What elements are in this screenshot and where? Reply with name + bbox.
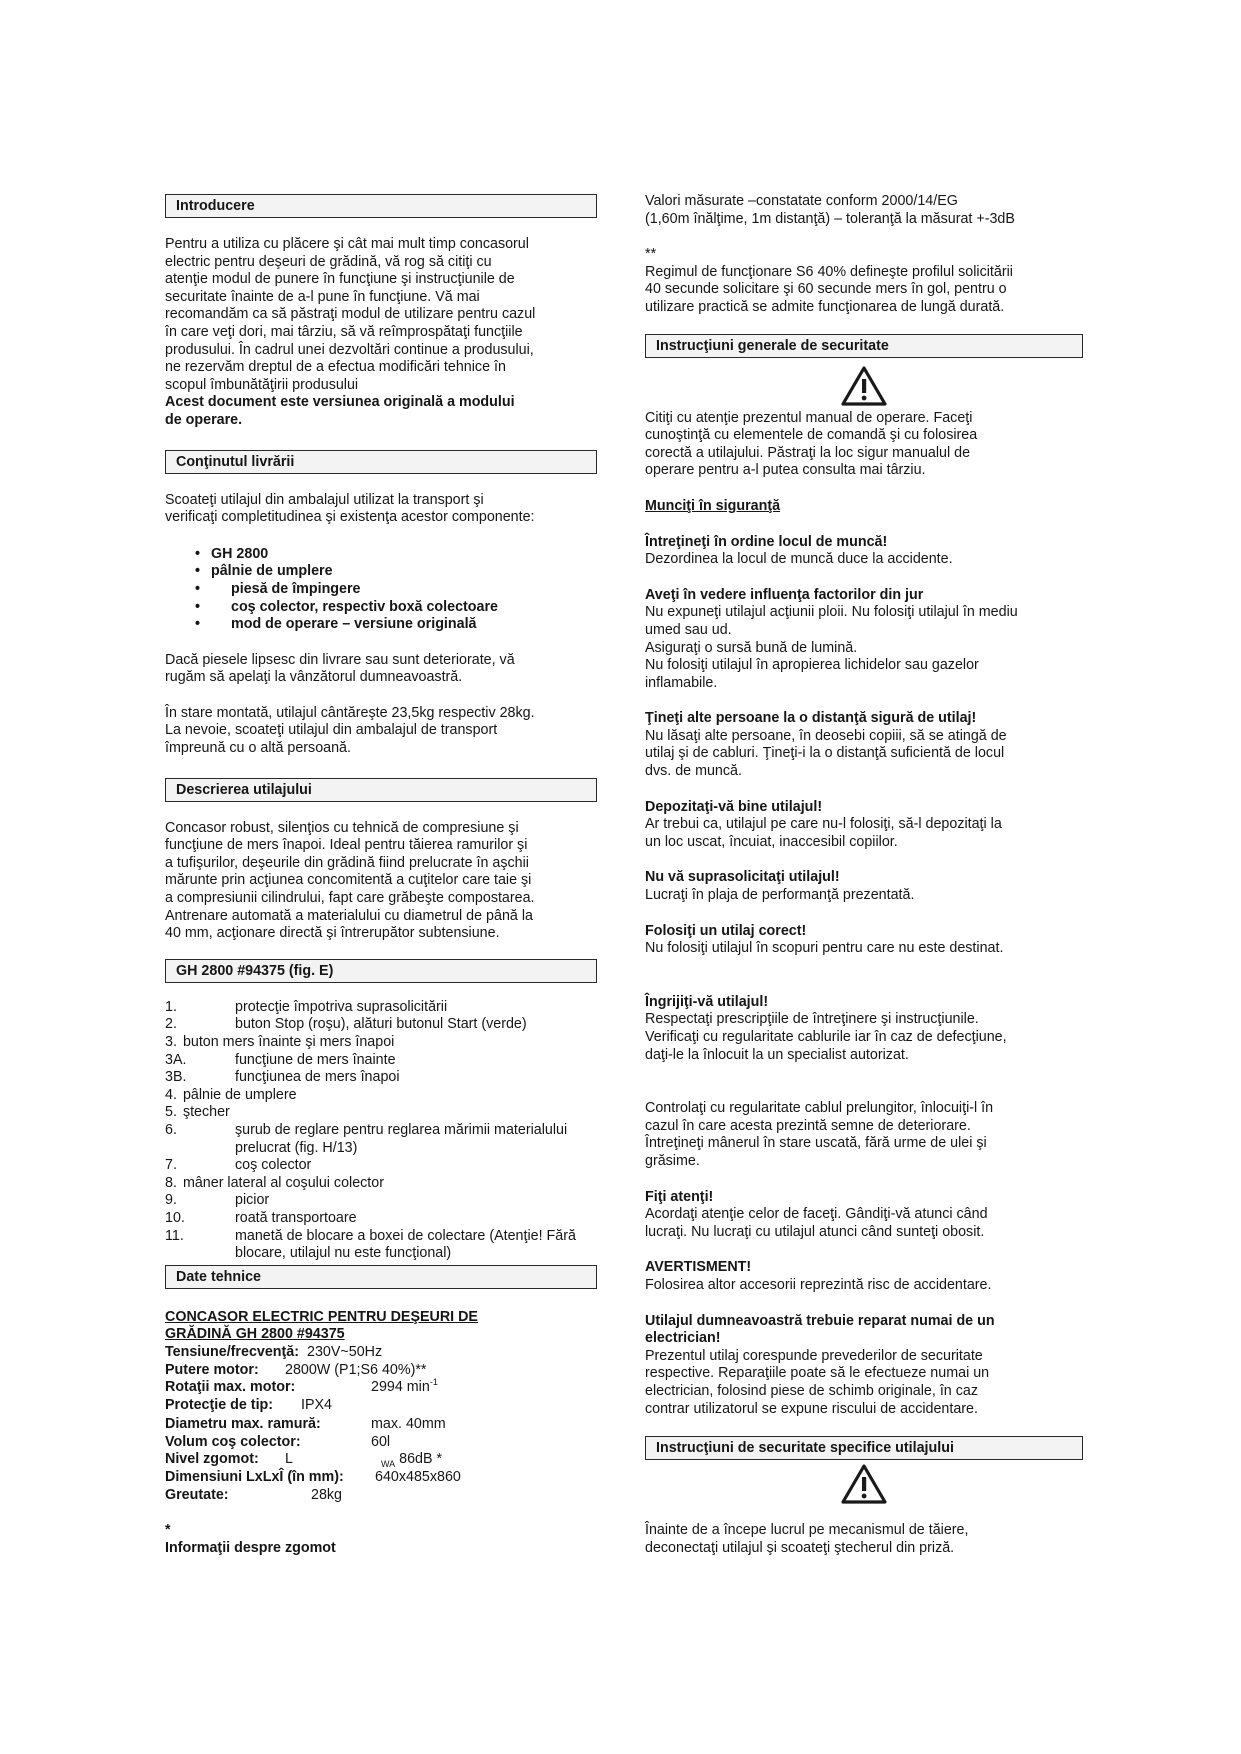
text-line: a tufişurilor, deşeurile din grădină fiind prelucrate în aşchii (165, 854, 529, 871)
text-line: Nu expuneţi utilajul acţiunii ploii. Nu folosiţi utilajul în mediu (645, 604, 1018, 621)
item-number: 11. (165, 1227, 184, 1244)
tech-title: GRĂDINĂ GH 2800 #94375 (165, 1326, 345, 1343)
rule-title: Îngrijiţi-vă utilajul! (645, 993, 769, 1010)
item-text: funcţiunea de mers înapoi (235, 1069, 400, 1086)
text-line: atenţie modul de punere în funcţiune şi instrucţiunile de (165, 271, 515, 288)
text-line: Concasor robust, silenţios cu tehnică de compresiune şi (165, 819, 519, 836)
parts-list-item (165, 1069, 597, 1087)
tech-title: CONCASOR ELECTRIC PENTRU DEŞEURI DE (165, 1308, 478, 1325)
text-line: funcţiune de mers înapoi. Ideal pentru tăierea ramurilor şi (165, 837, 528, 854)
text-line: Pentru a utiliza cu plăcere şi cât mai mult timp concasorul (165, 236, 529, 252)
rule-title: Ţineţi alte persoane la o distanţă sigură de utilaj! (645, 710, 977, 727)
text-line: a compresiunii cilindrului, fapt care grăbeşte compostarea. (165, 890, 535, 907)
item-text: buton Stop (roşu), alături butonul Start (verde) (235, 1016, 527, 1033)
item-number: 9. (165, 1192, 177, 1209)
item-text: roată transportoare (235, 1209, 357, 1226)
text-line: cazul în care acesta prezintă semne de deteriorare. (645, 1117, 971, 1134)
text-line: rugăm să apelaţi la vânzătorul dumneavoastră. (165, 669, 463, 686)
text-line: deconectaţi utilajul şi scoateţi ştecherul din priză. (645, 1539, 955, 1556)
item-text: buton mers înainte şi mers înapoi (182, 1034, 395, 1050)
text-line: umed sau ud. (645, 621, 732, 638)
section-heading-introducere: Introducere (165, 194, 597, 218)
rule-title: electrician! (645, 1330, 721, 1347)
spec-voltage: Tensiune/frecvenţă: 230V~50Hz (165, 1343, 383, 1360)
text-line: 40 mm, acţionare directă şi întrerupător subtensiune. (165, 925, 500, 942)
text-line: Prezentul utilaj corespunde prevederilor de securitate (645, 1347, 983, 1364)
safety-rule (645, 799, 1083, 852)
parts-list-item (165, 1052, 597, 1070)
work-safely-title: Munciţi în siguranţă (645, 497, 781, 514)
item-number: 2. (165, 1016, 177, 1033)
list-item: • piesă de împingere (211, 581, 597, 599)
text-line: Dezordinea la locul de muncă duce la accidente. (645, 551, 953, 568)
item-text: pâlnie de umplere (182, 1086, 297, 1103)
warning-triangle-icon (841, 1464, 887, 1504)
list-item: • coş colector, respectiv boxă colectoare (211, 599, 597, 617)
text-line: scopul îmbunătăţirii produsului (165, 376, 359, 393)
rule-title: Depozitaţi-vă bine utilajul! (645, 798, 823, 815)
list-item: • pâlnie de umplere (211, 563, 597, 581)
text-line: împreună cu o altă persoană. (165, 740, 351, 757)
text-line: Lucraţi în plaja de performanţă prezentată. (645, 887, 915, 904)
text-line: Regimul de funcţionare S6 40% defineşte profilul solicitării (645, 263, 1013, 280)
spec-diameter: Diametru max. ramură: max. 40mm (165, 1416, 446, 1433)
section-heading-parts: GH 2800 #94375 (fig. E) (165, 959, 597, 983)
intro-paragraph (165, 236, 597, 430)
parts-list (165, 999, 597, 1263)
item-number: 3B. (165, 1069, 187, 1086)
item-text: manetă de blocare a boxei de colectare (Atenţie! Fără blocare, utilajul nu este funcţional) (235, 1227, 576, 1262)
text-line: electric pentru deşeuri de grădină, vă rog să citiţi cu (165, 253, 492, 270)
rule-title: Utilajul dumneavoastră trebuie reparat numai de un (645, 1312, 995, 1329)
safety-rule (645, 923, 1083, 958)
text-line: verificaţi completitudinea şi existenţa acestor componente: (165, 509, 535, 526)
item-number: 8. (165, 1174, 177, 1191)
text-line: electrician, folosind piese de schimb originale, în caz (645, 1382, 978, 1399)
text-line: Întreţineţi mânerul în stare uscată, fără urme de ulei şi (645, 1135, 987, 1152)
spec-power: Putere motor: 2800W (P1;S6 40%)** (165, 1361, 427, 1378)
rule-title: Nu vă suprasolicitaţi utilajul! (645, 869, 840, 886)
text-line: Antrenare automată a materialului cu diametrul de până la (165, 907, 533, 924)
rule-title: Fiţi atenţi! (645, 1188, 714, 1205)
section-heading-instructiuni-specifice: Instrucţiuni de securitate specifice utilajului (645, 1436, 1083, 1460)
spec-noise: Nivel zgomot: L $_{WA}$ 86dB * (165, 1451, 443, 1470)
text-line: produsului. În cadrul unei dezvoltări continue a produsului, (165, 341, 534, 358)
text-line: Citiţi cu atenţie prezentul manual de operare. Faceţi (645, 409, 973, 426)
original-version-note: Acest document este versiunea originală a modului (165, 394, 515, 411)
rule-title: Folosiţi un utilaj corect! (645, 922, 807, 939)
text-line: ne rezervăm dreptul de a efectua modificări tehnice în (165, 359, 506, 376)
parts-list-item (165, 1104, 597, 1122)
item-text: ştecher (182, 1104, 230, 1121)
text-line: Valori măsurate –constatate conform 2000/14/EG (645, 193, 958, 209)
spec-weight: Greutate: 28kg (165, 1486, 343, 1503)
right-column (645, 193, 1083, 1557)
parts-list-item (165, 1175, 597, 1193)
text-line: lucraţi. Nu lucraţi cu utilajul atunci când sunteţi obosit. (645, 1223, 985, 1240)
text-line: recomandăm ca să păstraţi modul de utilizare pentru cazul (165, 306, 536, 323)
text-line: contrar utilizatorul se expune riscului de accidentare. (645, 1400, 978, 1417)
text-line: securitate înainte de a-l pune în funcţiune. Vă mai (165, 288, 480, 305)
parts-list-item (165, 1228, 597, 1263)
parts-list-item (165, 1087, 597, 1105)
delivery-list (165, 546, 597, 634)
text-line: Înainte de a începe lucrul pe mecanismul de tăiere, (645, 1522, 969, 1539)
parts-list-item (165, 1192, 597, 1210)
text-line: utilizare practică se admite funcţionarea de lungă durată. (645, 298, 1005, 315)
item-number: 1. (165, 998, 177, 1015)
text-line: În stare montată, utilajul cântăreşte 23,5kg respectiv 28kg. (165, 704, 535, 721)
text-line: Nu folosiţi utilajul în scopuri pentru care nu este destinat. (645, 940, 1004, 957)
text-line: inflamabile. (645, 674, 718, 691)
text-line: Scoateţi utilajul din ambalajul utilizat la transport şi (165, 491, 484, 508)
text-line: dvs. de muncă. (645, 763, 742, 780)
description-paragraph (165, 820, 597, 943)
noise-info-label: Informaţii despre zgomot (165, 1539, 336, 1556)
text-line: grăsime. (645, 1152, 700, 1169)
text-line: în care veţi dori, mai târziu, să vă reîmprospătaţi funcţiile (165, 323, 523, 340)
spec-dimensions: Dimensiuni LxLxÎ (în mm): 640x485x860 (165, 1469, 461, 1486)
text-line: Verificaţi cu regularitate cablurile iar în caz de defecţiune, (645, 1029, 1007, 1045)
text-line: (1,60m înălţime, 1m distanţă) – toleranţă la măsurat +-3dB (645, 210, 1015, 227)
text-line: 40 secunde solicitare şi 60 secunde mers în gol, pentru o (645, 281, 1007, 298)
spec-volume: Volum coş colector: 60l (165, 1433, 391, 1450)
item-text: şurub de reglare pentru reglarea mărimii materialului prelucrat (fig. H/13) (235, 1121, 568, 1156)
text-line: Ar trebui ca, utilajul pe care nu-l folosiţi, să-l depozitaţi la (645, 816, 1002, 833)
text-line: Asiguraţi o sursă bună de lumină. (645, 639, 858, 656)
rule-title: Aveţi în vedere influenţa factorilor din jur (645, 586, 924, 603)
warning-triangle-icon (841, 366, 887, 406)
text-line: corectă a utilajului. Păstraţi la loc sigur manualul de (645, 444, 971, 461)
text-line: daţi-le la înlocuit la un specialist autorizat. (645, 1046, 909, 1063)
footnote-marker: ** (645, 246, 657, 263)
parts-list-item (165, 999, 597, 1017)
text-line: respective. Reparaţiile poate să le efectueze numai un (645, 1365, 990, 1382)
rule-title: Întreţineţi în ordine locul de muncă! (645, 533, 888, 550)
spec-rotations: Rotaţii max. motor: 2994 $\min^{-1}$ (165, 1377, 438, 1396)
parts-list-item (165, 1122, 597, 1157)
section-heading-date-tehnice: Date tehnice (165, 1265, 597, 1289)
safety-rule (645, 869, 1083, 904)
list-item: • mod de operare – versiune originală (211, 616, 597, 634)
rule-title: AVERTISMENT! (645, 1259, 752, 1276)
item-number: 10. (165, 1209, 185, 1226)
section-heading-instructiuni-generale: Instrucţiuni generale de securitate (645, 334, 1083, 358)
list-item: • GH 2800 (211, 546, 597, 564)
safety-rule (645, 534, 1083, 569)
text-line: La nevoie, scoateţi utilajul din ambalajul de transport (165, 722, 498, 739)
spec-table (165, 1344, 597, 1504)
safety-rules (645, 534, 1083, 958)
safety-rule (645, 710, 1083, 780)
item-number: 4. (165, 1086, 177, 1103)
text-line: Folosirea altor accesorii reprezintă risc de accidentare. (645, 1276, 992, 1293)
item-number: 7. (165, 1157, 177, 1174)
item-text: picior (235, 1192, 270, 1209)
item-text: mâner lateral al coşului colector (182, 1174, 384, 1191)
safety-rule (645, 587, 1083, 693)
item-text: funcţiune de mers înainte (235, 1051, 396, 1068)
text-line: mărunte prin acţiunea concomitentă a cuţitelor care taie şi (165, 872, 532, 889)
item-number: 3A. (165, 1051, 187, 1068)
parts-list-item (165, 1157, 597, 1175)
section-heading-descrierea-utilajului: Descrierea utilajului (165, 778, 597, 802)
footnote-marker: * (165, 1522, 171, 1539)
text-line: Controlaţi cu regularitate cablul prelungitor, înlocuiţi-l în (645, 1100, 994, 1117)
parts-list-item (165, 1016, 597, 1034)
text-line: utilaj şi de cabluri. Ţineţi-i la o distanţă suficientă de locul (645, 745, 1005, 762)
section-heading-continutul-livrarii: Conţinutul livrării (165, 450, 597, 474)
text-line: Nu lăsaţi alte persoane, în deosebi copiii, să se atingă de (645, 727, 1007, 744)
text-line: Acordaţi atenţie celor de faceţi. Gândiţi-vă atunci când (645, 1206, 988, 1223)
text-line: Respectaţi prescripţiile de întreţinere şi instrucţiunile. (645, 1011, 979, 1028)
item-text: coş colector (235, 1157, 312, 1174)
text-line: Dacă piesele lipsesc din livrare sau sunt deteriorate, vă (165, 651, 515, 668)
spec-protection: Protecţie de tip: IPX4 (165, 1396, 332, 1413)
text-line: un loc uscat, încuiat, inaccesibil copiilor. (645, 833, 898, 850)
original-version-note: de operare. (165, 411, 243, 428)
item-number: 5. (165, 1104, 177, 1121)
text-line: Nu folosiţi utilajul în apropierea lichidelor sau gazelor (645, 657, 979, 674)
text-line: cunoştinţă cu elementele de comandă şi cu folosirea (645, 427, 978, 444)
parts-list-item (165, 1210, 597, 1228)
item-number: 6. (165, 1121, 177, 1138)
parts-list-item (165, 1034, 597, 1052)
item-text: protecţie împotriva suprasolicitării (235, 998, 448, 1015)
text-line: operare pentru a-l putea consulta mai târziu. (645, 462, 926, 479)
left-column (165, 194, 597, 1557)
item-number: 3. (165, 1034, 177, 1050)
